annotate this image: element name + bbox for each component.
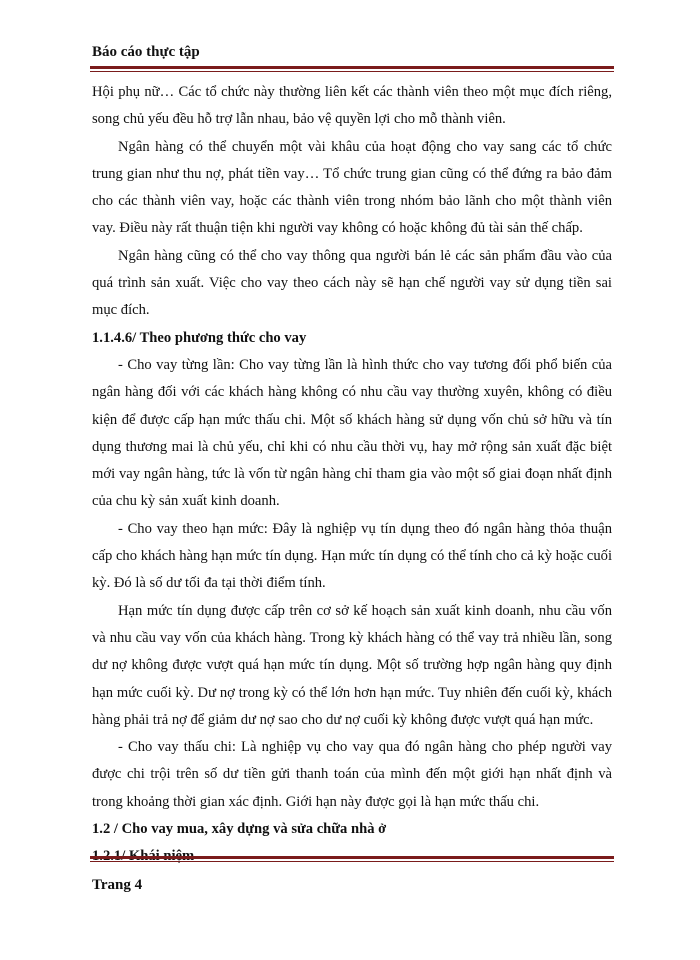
section-heading: 1.2 / Cho vay mua, xây dựng và sửa chữa nhà ở bbox=[92, 821, 387, 838]
paragraph: Hạn mức tín dụng được cấp trên cơ sở kế hoạch sản xuất kinh doanh, nhu cầu vốn và nhu cầu vay vốn của khách hàng. Trong kỳ khách hàng có thể vay trả nhiều lần, song dư nợ không được vượt quá hạn mức tín dụng. Một số trường hợp ngân hàng quy định hạn mức cuối kỳ. Dư nợ trong kỳ có thể lớn hơn hạn mức. Tuy nhiên đến cuối kỳ, khách hàng phải trả nợ để giảm dư nợ sao cho dư nợ cuối kỳ không được vượt quá hạn mức. bbox=[92, 602, 612, 728]
paragraph: - Cho vay từng lần: Cho vay từng lần là hình thức cho vay tương đối phổ biến của ngân hàng đối với các khách hàng không có nhu cầu vay thường xuyên, không có điều kiện để được cấp hạn mức thấu chi. Một số khách hàng sử dụng vốn chủ sở hữu và tín dụng thương mai là chủ yếu, chỉ khi có nhu cầu thời vụ, hay mở rộng sản xuất đặc biệt mới vay ngân hàng, tức là vốn từ ngân hàng chỉ tham gia vào một số giai đoạn nhất định của chu kỳ sản xuất kinh doanh. bbox=[92, 356, 612, 510]
paragraph: Ngân hàng cũng có thể cho vay thông qua người bán lẻ các sản phẩm đầu vào của quá trình sản xuất. Việc cho vay theo cách này sẽ hạn chế người vay sử dụng tiền sai mục đích. bbox=[92, 247, 612, 319]
header-divider bbox=[90, 66, 614, 72]
paragraph: - Cho vay theo hạn mức: Đây là nghiệp vụ tín dụng theo đó ngân hàng thỏa thuận cấp cho khách hàng hạn mức tín dụng. Hạn mức tín dụng có thể tính cho cả kỳ hoặc cuối kỳ. Đó là số dư tối đa tại thời điểm tính. bbox=[92, 520, 612, 592]
page-number: Trang 4 bbox=[92, 877, 143, 893]
paragraph: - Cho vay thấu chi: Là nghiệp vụ cho vay qua đó ngân hàng cho phép người vay được chi trội trên số dư tiền gửi thanh toán của mình đến một giới hạn nhất định và trong khoảng thời gian xác định. Giới hạn này được gọi là hạn mức thấu chi. bbox=[92, 739, 612, 810]
section-heading: 1.1.4.6/ Theo phương thức cho vay bbox=[92, 329, 307, 346]
page-header-title: Báo cáo thực tập bbox=[92, 44, 200, 60]
document-body bbox=[92, 79, 612, 871]
footer-divider bbox=[90, 856, 614, 862]
paragraph: Ngân hàng có thể chuyển một vài khâu của hoạt động cho vay sang các tổ chức trung gian như thu nợ, phát tiền vay… Tổ chức trung gian cũng có thể đứng ra bảo đảm cho các thành viên vay, hoặc các thành viên trong nhóm bảo lãnh cho một thành viên vay. Điều này rất thuận tiện khi người vay không có hoặc không đủ tài sản thế chấp. bbox=[92, 138, 612, 237]
paragraph: Hội phụ nữ… Các tổ chức này thường liên kết các thành viên theo một mục đích riêng, song chủ yếu đều hỗ trợ lẫn nhau, bảo vệ quyền lợi cho mỗ thành viên. bbox=[92, 84, 612, 128]
